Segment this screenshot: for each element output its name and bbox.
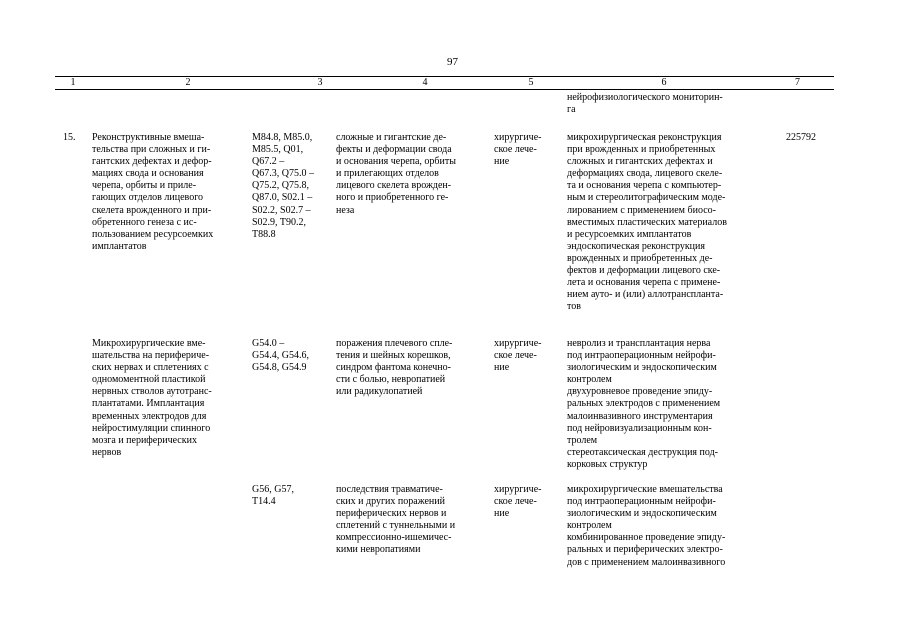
text-line: G54.8, G54.9 bbox=[252, 362, 307, 374]
text-line: Микрохирургические вме- bbox=[92, 338, 206, 349]
text-line: M84.8, M85.0, bbox=[252, 132, 313, 143]
text-line: ское лече- bbox=[494, 350, 537, 362]
text-line: фектов и деформации лицевого ске- bbox=[567, 265, 721, 277]
text-line: последствия травматиче- bbox=[336, 484, 443, 495]
header-col-7: 7 bbox=[795, 77, 800, 88]
row-15-number: 15. bbox=[63, 132, 76, 143]
text-line: тов bbox=[567, 301, 581, 313]
text-line: G54.0 – bbox=[252, 338, 285, 349]
continuation-methods bbox=[567, 92, 757, 116]
text-line: тения и шейных корешков, bbox=[336, 350, 451, 362]
text-line: ральных и периферических электро- bbox=[567, 544, 723, 556]
text-line: ние bbox=[494, 362, 510, 374]
header-col-2: 2 bbox=[185, 77, 191, 88]
text-line: дов с применением малоинвазивного bbox=[567, 556, 726, 568]
text-line: га bbox=[567, 104, 576, 116]
text-line: врожденных и приобретенных де- bbox=[567, 252, 713, 264]
text-line: нейростимуляции спинного bbox=[92, 422, 211, 434]
text-line: плантатами. Имплантация bbox=[92, 398, 205, 410]
text-line: микрохирургическая реконструкция bbox=[567, 132, 722, 143]
text-line: зиологическим и эндоскопическим bbox=[567, 508, 717, 520]
text-line: лицевого скелета врожден- bbox=[336, 180, 452, 192]
header-col-3: 3 bbox=[317, 77, 323, 88]
text-line: стереотаксическая деструкция под- bbox=[567, 446, 719, 458]
row-15b-codes bbox=[252, 338, 324, 374]
text-line: микрохирургические вмешательства bbox=[567, 484, 723, 495]
row-15-patient-model bbox=[336, 132, 478, 217]
text-line: и основания черепа, орбиты bbox=[336, 156, 456, 168]
text-line: под нейровизуализационным кон- bbox=[567, 422, 712, 434]
text-line: нием ауто- и (или) аллотранспланта- bbox=[567, 289, 724, 301]
row-15-treatment-type bbox=[494, 132, 556, 168]
text-line: фекты и деформации свода bbox=[336, 144, 452, 156]
text-line: тролем bbox=[567, 434, 598, 446]
text-line: Q75.2, Q75.8, bbox=[252, 180, 309, 192]
text-line: нервных стволов аутотранс- bbox=[92, 386, 212, 398]
text-line: пользованием ресурсоемких bbox=[92, 228, 214, 240]
row-15c-methods bbox=[567, 484, 757, 569]
text-line: тельства при сложных и ги- bbox=[92, 144, 211, 156]
row-15c-patient-model bbox=[336, 484, 478, 557]
text-line: шательства на перифериче- bbox=[92, 350, 210, 362]
text-line: лета и основания черепа с примене- bbox=[567, 277, 721, 289]
text-line: нервов bbox=[92, 446, 122, 458]
row-15-name bbox=[92, 132, 246, 253]
text-line: черепа, орбиты и приле- bbox=[92, 180, 197, 192]
text-line: обретенного генеза с ис- bbox=[92, 216, 197, 228]
text-line: поражения плечевого спле- bbox=[336, 338, 453, 349]
text-line: ние bbox=[494, 508, 510, 520]
text-line: нейрофизиологического мониторин- bbox=[567, 92, 723, 103]
text-line: двухуровневое проведение эпиду- bbox=[567, 386, 713, 398]
text-line: одномоментной пластикой bbox=[92, 374, 206, 386]
text-line: Реконструктивные вмеша- bbox=[92, 132, 205, 143]
text-line: имплантатов bbox=[92, 240, 147, 252]
text-line: при врожденных и приобретенных bbox=[567, 144, 716, 156]
text-line: скелета врожденного и при- bbox=[92, 204, 212, 216]
text-line: временных электродов для bbox=[92, 410, 207, 422]
text-line: сложных и гигантских дефектах и bbox=[567, 156, 713, 168]
header-col-1: 1 bbox=[70, 77, 76, 88]
text-line: компрессионно-ишемичес- bbox=[336, 532, 452, 544]
text-line: ного и приобретенного ге- bbox=[336, 192, 449, 204]
text-line: хирургиче- bbox=[494, 338, 542, 349]
text-line: контролем bbox=[567, 520, 612, 532]
text-line: кими невропатиями bbox=[336, 544, 421, 556]
row-15b-name bbox=[92, 338, 246, 459]
header-col-6: 6 bbox=[661, 77, 667, 88]
text-line: комбинированное проведение эпиду- bbox=[567, 532, 726, 544]
text-line: хирургиче- bbox=[494, 132, 542, 143]
text-line: зиологическим и эндоскопическим bbox=[567, 362, 717, 374]
text-line: вместимых пластических материалов bbox=[567, 216, 727, 228]
table-header-row bbox=[55, 77, 834, 89]
text-line: корковых структур bbox=[567, 458, 648, 470]
text-line: Q67.3, Q75.0 – bbox=[252, 168, 314, 180]
text-line: мозга и периферических bbox=[92, 434, 197, 446]
text-line: гантских дефектах и дефор- bbox=[92, 156, 212, 168]
text-line: ское лече- bbox=[494, 144, 537, 156]
text-line: сти с болью, невропатией bbox=[336, 374, 446, 386]
text-line: неза bbox=[336, 204, 355, 216]
row-15c-treatment-type bbox=[494, 484, 556, 520]
row-15-codes bbox=[252, 132, 324, 241]
text-line: гающих отделов лицевого bbox=[92, 192, 204, 204]
text-line: под интраоперационным нейрофи- bbox=[567, 350, 716, 362]
text-line: T14.4 bbox=[252, 496, 276, 508]
text-line: под интраоперационным нейрофи- bbox=[567, 496, 716, 508]
text-line: и прилегающих отделов bbox=[336, 168, 439, 180]
text-line: синдром фантома конечно- bbox=[336, 362, 451, 374]
row-15b-patient-model bbox=[336, 338, 478, 398]
row-15c-codes bbox=[252, 484, 324, 508]
row-15b-treatment-type bbox=[494, 338, 556, 374]
text-line: ние bbox=[494, 156, 510, 168]
text-line: и ресурсоемких имплантатов bbox=[567, 228, 692, 240]
text-line: сложные и гигантские де- bbox=[336, 132, 447, 143]
text-line: периферических нервов и bbox=[336, 508, 447, 520]
text-line: невролиз и трансплантация нерва bbox=[567, 338, 711, 349]
text-line: S02.9, T90.2, bbox=[252, 216, 306, 228]
text-line: или радикулопатией bbox=[336, 386, 423, 398]
text-line: та и основания черепа с компьютер- bbox=[567, 180, 722, 192]
page-number: 97 bbox=[447, 56, 458, 68]
text-line: лированием с применением биосо- bbox=[567, 204, 716, 216]
text-line: хирургиче- bbox=[494, 484, 542, 495]
text-line: Q67.2 – bbox=[252, 156, 285, 168]
text-line: сплетений с туннельными и bbox=[336, 520, 456, 532]
text-line: ских нервах и сплетениях с bbox=[92, 362, 209, 374]
row-15-methods bbox=[567, 132, 757, 313]
text-line: T88.8 bbox=[252, 228, 276, 240]
text-line: S02.2, S02.7 – bbox=[252, 204, 311, 216]
row-15-cost: 225792 bbox=[786, 132, 816, 143]
text-line: M85.5, Q01, bbox=[252, 144, 304, 156]
text-line: G54.4, G54.6, bbox=[252, 350, 309, 362]
text-line: ным и стереолитографическим моде- bbox=[567, 192, 726, 204]
header-col-4: 4 bbox=[422, 77, 428, 88]
text-line: G56, G57, bbox=[252, 484, 294, 495]
header-col-5: 5 bbox=[528, 77, 534, 88]
text-line: ральных электродов с применением bbox=[567, 398, 721, 410]
text-line: мациях свода и основания bbox=[92, 168, 204, 180]
text-line: деформациях свода, лицевого скеле- bbox=[567, 168, 723, 180]
table-header-bottom-rule bbox=[55, 89, 834, 90]
text-line: малоинвазивного инструментария bbox=[567, 410, 713, 422]
text-line: контролем bbox=[567, 374, 612, 386]
text-line: эндоскопическая реконструкция bbox=[567, 240, 705, 252]
row-15b-methods bbox=[567, 338, 757, 471]
text-line: ское лече- bbox=[494, 496, 537, 508]
text-line: Q87.0, S02.1 – bbox=[252, 192, 313, 204]
text-line: ских и других поражений bbox=[336, 496, 445, 508]
